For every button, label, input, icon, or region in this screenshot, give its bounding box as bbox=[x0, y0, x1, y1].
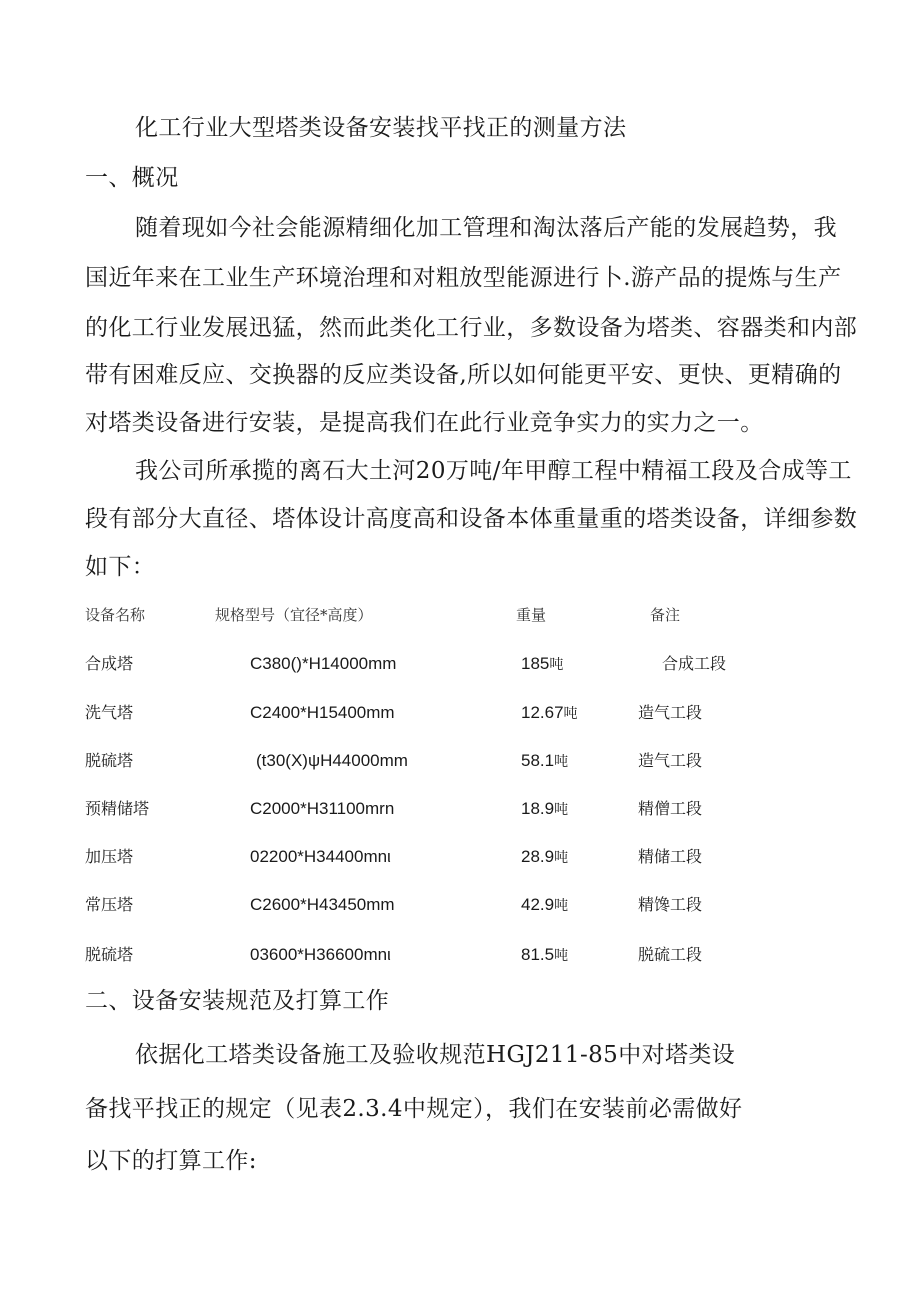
table-cell-spec: (t30(X)ψH44000mm bbox=[256, 751, 408, 770]
paragraph-line: 备找平找正的规定（见表2.3.4中规定），我们在安装前必需做好 bbox=[85, 1096, 743, 1122]
table-cell-spec: C2600*H43450mm bbox=[250, 895, 395, 914]
table-cell-spec: C2000*H31100mrn bbox=[250, 799, 395, 818]
table-cell-weight: 81.5吨 bbox=[521, 945, 569, 964]
table-cell-spec: 03600*H36600mnι bbox=[250, 945, 391, 964]
table-cell-spec: 02200*H34400mnι bbox=[250, 847, 391, 866]
table-cell-spec: C2400*H15400mm bbox=[250, 703, 395, 722]
table-cell-name: 预精储塔 bbox=[85, 799, 150, 818]
table-cell-name: 常压塔 bbox=[85, 895, 134, 914]
paragraph-line: 如下： bbox=[85, 554, 156, 580]
paragraph-line: 对塔类设备进行安装，是提高我们在此行业竞争实力的实力之一。 bbox=[85, 410, 764, 436]
paragraph-line: 段有部分大直径、塔体设计高度高和设备本体重量重的塔类设备，详细参数 bbox=[85, 506, 858, 532]
table-cell-weight: 58.1吨 bbox=[521, 751, 569, 770]
table-cell-name: 加压塔 bbox=[85, 847, 134, 866]
table-cell-note: 精僧工段 bbox=[638, 799, 703, 818]
table-header: 备注 bbox=[650, 606, 681, 624]
table-cell-weight: 42.9吨 bbox=[521, 895, 569, 914]
paragraph-line: 的化工行业发展迅猛，然而此类化工行业，多数设备为塔类、容器类和内部 bbox=[85, 315, 858, 341]
paragraph-line: 我公司所承揽的离石大土河20万吨/年甲醇工程中精福工段及合成等工 bbox=[135, 458, 852, 484]
table-cell-note: 造气工段 bbox=[638, 703, 703, 722]
table-cell-note: 合成工段 bbox=[662, 654, 727, 673]
table-cell-note: 精储工段 bbox=[638, 847, 703, 866]
table-header: 设备名称 bbox=[85, 606, 146, 624]
paragraph-line: 带有困难反应、交换器的反应类设备,所以如何能更平安、更快、更精确的 bbox=[85, 362, 842, 388]
table-cell-weight: 18.9吨 bbox=[521, 799, 569, 818]
paragraph-line: 以下的打算工作: bbox=[85, 1148, 257, 1174]
section-heading-overview: 一、概况 bbox=[85, 165, 179, 191]
document-title: 化工行业大型塔类设备安装找平找正的测量方法 bbox=[135, 115, 627, 141]
table-cell-weight: 28.9吨 bbox=[521, 847, 569, 866]
paragraph-line: 依据化工塔类设备施工及验收规范HGJ211-85中对塔类设 bbox=[135, 1042, 736, 1068]
table-cell-weight: 12.67吨 bbox=[521, 703, 578, 722]
table-cell-name: 洗气塔 bbox=[85, 703, 134, 722]
table-cell-note: 造气工段 bbox=[638, 751, 703, 770]
table-cell-name: 脱硫塔 bbox=[85, 945, 134, 964]
table-header: 重量 bbox=[516, 606, 547, 624]
paragraph-line: 国近年来在工业生产环境治理和对粗放型能源进行卜.游产品的提炼与生产 bbox=[85, 265, 842, 291]
table-cell-note: 精馋工段 bbox=[638, 895, 703, 914]
paragraph-line: 随着现如今社会能源精细化加工管理和淘汰落后产能的发展趋势，我 bbox=[135, 215, 837, 241]
table-cell-weight: 185吨 bbox=[521, 654, 564, 673]
table-cell-name: 合成塔 bbox=[85, 654, 134, 673]
section-heading-preparation: 二、设备安装规范及打算工作 bbox=[85, 988, 390, 1014]
table-header: 规格型号（宜径*高度） bbox=[215, 606, 373, 624]
table-cell-note: 脱硫工段 bbox=[638, 945, 703, 964]
table-cell-name: 脱硫塔 bbox=[85, 751, 134, 770]
table-cell-spec: C380()*H14000mm bbox=[250, 654, 397, 673]
